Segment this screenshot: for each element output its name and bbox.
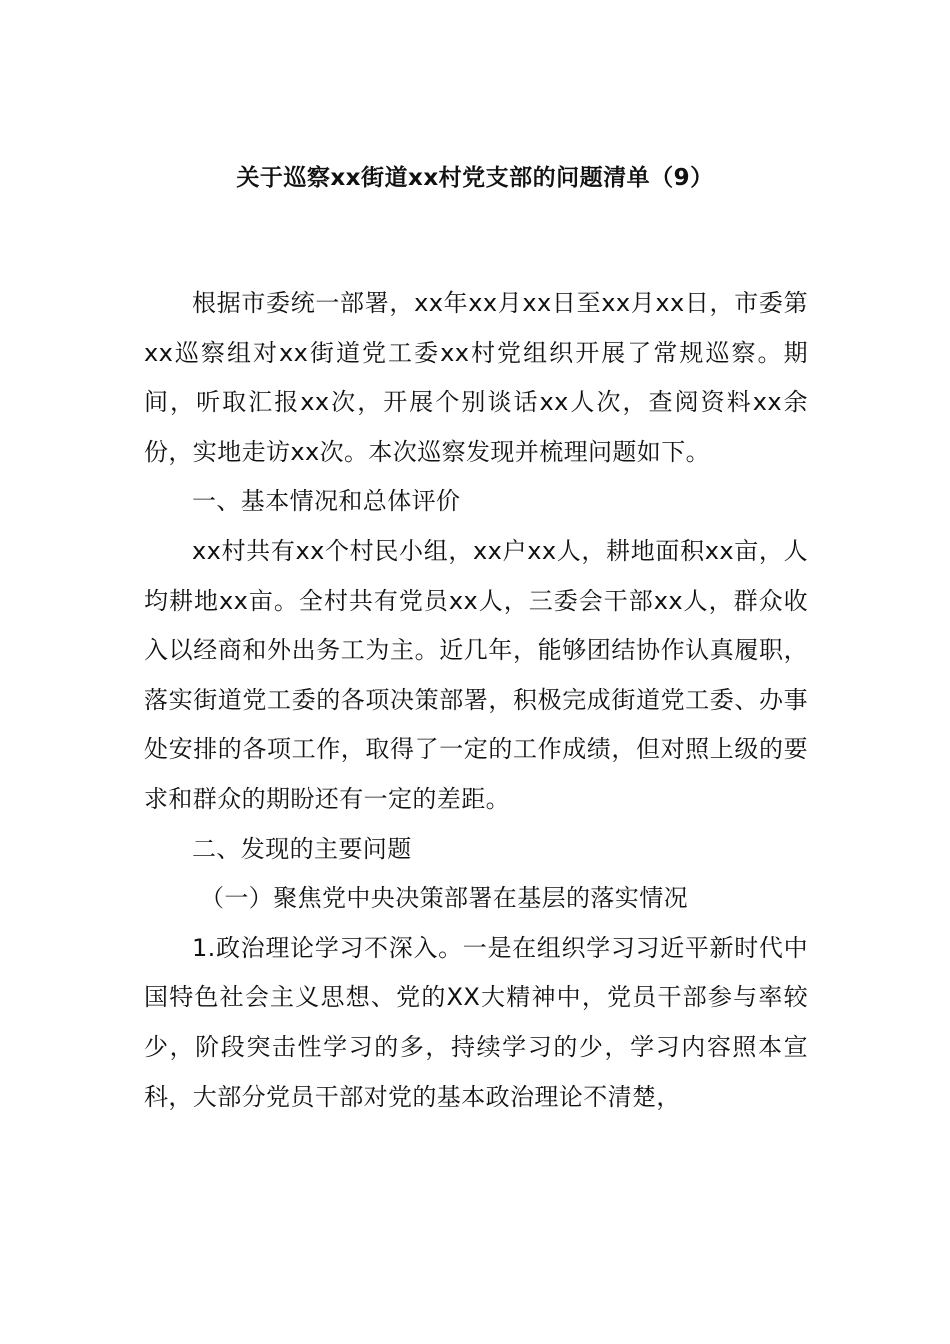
intro-paragraph: 根据市委统一部署，xx年xx月xx日至xx月xx日，市委第xx巡察组对xx街道党工委xx村党组织开展了常规巡察。期间，听取汇报xx次，开展个别谈话xx人次，查阅资料xx余份，实地走访xx次。本次巡察发现并梳理问题如下。 — [144, 289, 808, 466]
basic-situation-paragraph: xx村共有xx个村民小组，xx户xx人，耕地面积xx亩，人均耕地xx亩。全村共有党员xx人，三委会干部xx人，群众收入以经商和外出务工为主。近几年，能够团结协作认真履职，落实街道党工委的各项决策部署，积极完成街道党工委、办事处安排的各项工作，取得了一定的工作成绩，但对照上级的要求和群众的期盼还有一定的差距。 — [144, 536, 808, 813]
section-heading-2: 二、发现的主要问题 — [192, 834, 412, 863]
issue-paragraph-1: 1.政治理论学习不深入。一是在组织学习习近平新时代中国特色社会主义思想、党的XX大精神中，党员干部参与率较少，阶段突击性学习的多，持续学习的少，学习内容照本宣科，大部分党员干部对党的基本政治理论不清楚， — [144, 933, 808, 1111]
document-body — [144, 279, 808, 1122]
section-heading-1: 一、基本情况和总体评价 — [192, 487, 461, 516]
subsection-heading-1: （一）聚焦党中央决策部署在基层的落实情况 — [200, 884, 688, 913]
document-title: 关于巡察xx街道xx村党支部的问题清单（9） — [236, 165, 714, 191]
